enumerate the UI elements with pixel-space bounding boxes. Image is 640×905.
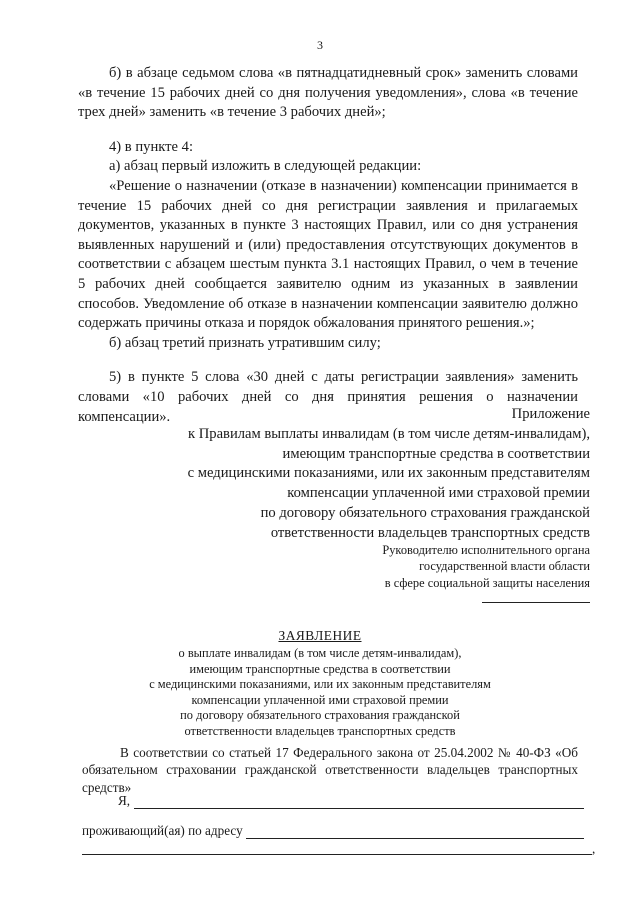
amendment-4b: б) абзац третий признать утратившим силу; xyxy=(109,334,381,351)
appendix-line: компенсации уплаченной ими страховой премии xyxy=(287,485,590,502)
appendix-header xyxy=(130,405,590,544)
field-i-label: Я, xyxy=(118,793,131,808)
appendix-line: по договору обязательного страхования гражданской xyxy=(260,504,590,521)
amendments-block xyxy=(78,64,578,427)
addressee-name-line xyxy=(482,592,590,603)
statement-intro-text: В соответствии со статьей 17 Федерального закона от 25.04.2002 № 40-ФЗ «Об обязательном страховании гражданской ответственности владельцев транспортных средств» xyxy=(82,745,578,795)
appendix-line: имеющим транспортные средства в соответствии xyxy=(282,445,590,462)
field-i-input-line[interactable] xyxy=(134,794,584,809)
appendix-line: ответственности владельцев транспортных средств xyxy=(270,524,590,541)
amendment-4-heading: 4) в пункте 4: xyxy=(109,138,194,155)
appendix-line: к Правилам выплаты инвалидам (в том числе детям-инвалидам), xyxy=(188,425,590,442)
field-address-label: проживающий(ая) по адресу xyxy=(82,823,243,838)
amendment-4a: а) абзац первый изложить в следующей редакции: xyxy=(109,158,422,175)
addressee-block xyxy=(290,542,590,608)
appendix-line: с медицинскими показаниями, или их законным представителям xyxy=(187,465,590,482)
statement-subtitle xyxy=(0,646,640,740)
field-address-input-line[interactable] xyxy=(246,824,584,839)
amendment-b-paragraph: б) в абзаце седьмом слова «в пятнадцатидневный срок» заменить словами «в течение 15 рабочих дней со дня получения уведомления», слова «в течение трех дней» заменить «в течение 3 рабочих дней»; xyxy=(78,65,578,121)
amendment-4-quote: «Решение о назначении (отказе в назначении) компенсации принимается в течение 15 рабочих дней со дня регистрации заявления и прилагаемых документов, указанных в пункте 3 настоящих Правил, или со дня устранения выявленных нарушений и (или) предоставления отсутствующих документов в соответствии с абзацем шестым пункта 3.1 настоящих Правил, о чем в течение 5 рабочих дней сообщается заявителю одним из указанных в заявлении способов. Уведомление об отказе в назначении компенсации заявителю должно содержать причины отказа и порядок обжалования принятого решения.»; xyxy=(78,177,578,332)
subtitle-line: по договору обязательного страхования гражданской xyxy=(180,708,460,723)
addressee-line: в сфере социальной защиты населения xyxy=(384,575,590,590)
appendix-line: Приложение xyxy=(511,406,590,422)
subtitle-line: с медицинскими показаниями, или их законным представителям xyxy=(149,677,491,692)
statement-title: ЗАЯВЛЕНИЕ xyxy=(278,628,362,643)
subtitle-line: имеющим транспортные средства в соответствии xyxy=(189,661,451,676)
subtitle-line: ответственности владельцев транспортных средств xyxy=(184,723,456,738)
field-address-continuation-line[interactable] xyxy=(82,840,592,855)
addressee-line: государственной власти области xyxy=(419,559,590,574)
page-number: 3 xyxy=(317,38,323,52)
statement-intro xyxy=(82,744,578,796)
addressee-line: Руководителю исполнительного органа xyxy=(382,543,590,557)
amendment-5: 5) в пункте 5 слова «30 дней с даты регистрации заявления» заменить словами «10 рабочих дней со дня принятия решения о назначении компенсации». xyxy=(78,369,578,425)
subtitle-line: компенсации уплаченной ими страховой премии xyxy=(191,692,449,707)
subtitle-line: о выплате инвалидам (в том числе детям-инвалидам), xyxy=(178,646,462,660)
field-trailing-comma: , xyxy=(592,841,596,856)
